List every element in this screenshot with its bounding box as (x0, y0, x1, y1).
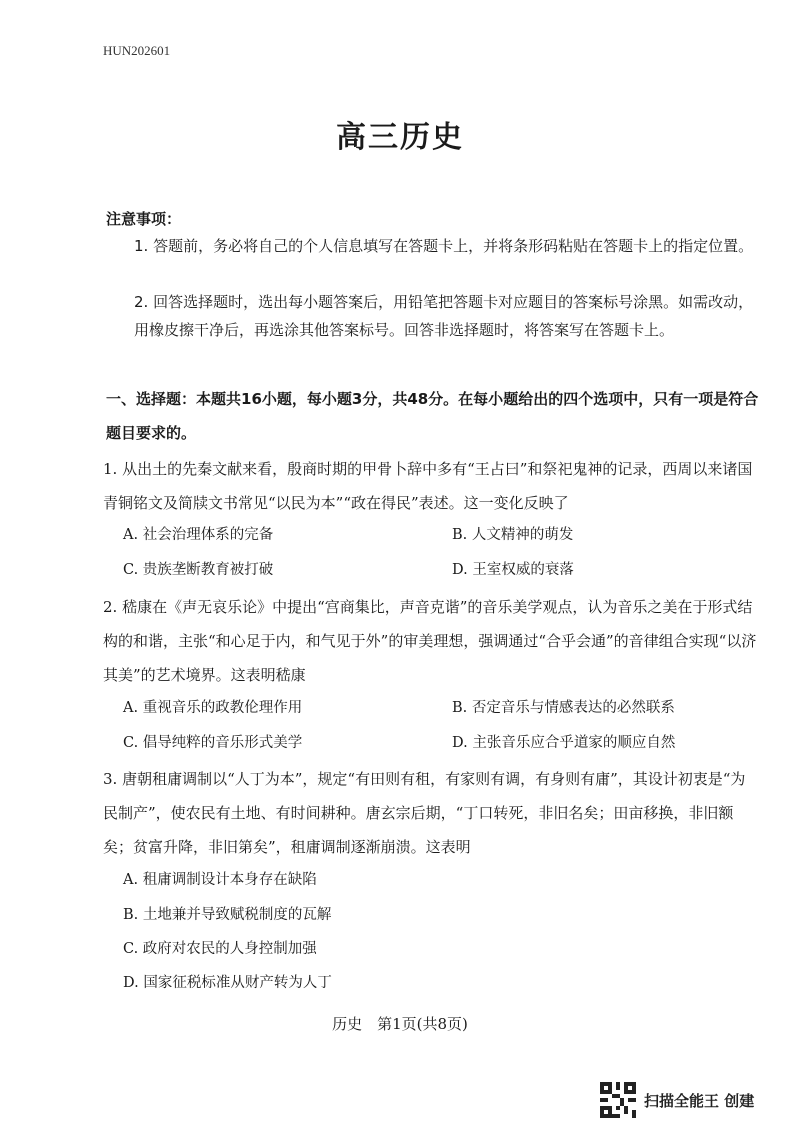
page-title: 高三历史 (336, 120, 464, 155)
section-heading: 一、选择题：本题共16小题，每小题3分，共48分。在每小题给出的四个选项中，只有一项是符合题目要求的。 (106, 390, 759, 442)
q2-option-d: D. 主张音乐应合乎道家的顺应自然 (452, 735, 676, 751)
notice-item-2: 2. 回答选择题时，选出每小题答案后，用铅笔把答题卡对应题目的答案标号涂黑。如需改动，用橡皮擦干净后，再选涂其他答案标号。回答非选择题时，将答案写在答题卡上。 (134, 293, 754, 339)
q3-option-b: B. 土地兼并导致赋税制度的瓦解 (123, 907, 332, 923)
notice-heading: 注意事项： (106, 210, 182, 228)
notice-item-1: 1. 答题前，务必将自己的个人信息填写在答题卡上，并将条形码粘贴在答题卡上的指定位置。 (134, 237, 754, 255)
watermark-text: 扫描全能王 创建 (644, 1091, 755, 1110)
scanner-watermark (600, 1082, 754, 1118)
page-footer: 历史 第1页(共8页) (332, 1015, 468, 1033)
q1-option-b: B. 人文精神的萌发 (452, 527, 574, 543)
q3-option-d: D. 国家征税标准从财产转为人丁 (123, 975, 332, 991)
doc-code: HUN202601 (103, 43, 171, 58)
q1-option-d: D. 王室权威的衰落 (452, 562, 574, 578)
q2-option-b: B. 否定音乐与情感表达的必然联系 (452, 700, 675, 716)
q2-option-a: A. 重视音乐的政教伦理作用 (123, 700, 303, 716)
question-2-stem: 2. 嵇康在《声无哀乐论》中提出“宫商集比，声音克谐”的音乐美学观点，认为音乐之美在于形式结构的和谐，主张“和心足于内，和气见于外”的审美理想，强调通过“合乎会通”的音律组合实现“以济其美”的艺术境界。这表明嵇康 (103, 598, 757, 684)
qr-code-icon (600, 1082, 636, 1118)
q3-option-a: A. 租庸调制设计本身存在缺陷 (123, 872, 317, 888)
question-1-stem: 1. 从出土的先秦文献来看，殷商时期的甲骨卜辞中多有“王占曰”和祭祀鬼神的记录，西周以来诸国青铜铭文及简牍文书常见“以民为本”“政在得民”表述。这一变化反映了 (103, 460, 753, 512)
q1-option-c: C. 贵族垄断教育被打破 (123, 562, 274, 578)
q1-option-a: A. 社会治理体系的完备 (123, 527, 274, 543)
question-3-stem: 3. 唐朝租庸调制以“人丁为本”，规定“有田则有租，有家则有调，有身则有庸”，其设计初衷是“为民制产”，使农民有土地、有时间耕种。唐玄宗后期，“丁口转死，非旧名矣；田亩移换，非旧额矣；贫富升降，非旧第矣”，租庸调制逐渐崩溃。这表明 (103, 770, 746, 856)
q2-option-c: C. 倡导纯粹的音乐形式美学 (123, 735, 303, 751)
q3-option-c: C. 政府对农民的人身控制加强 (123, 941, 317, 957)
